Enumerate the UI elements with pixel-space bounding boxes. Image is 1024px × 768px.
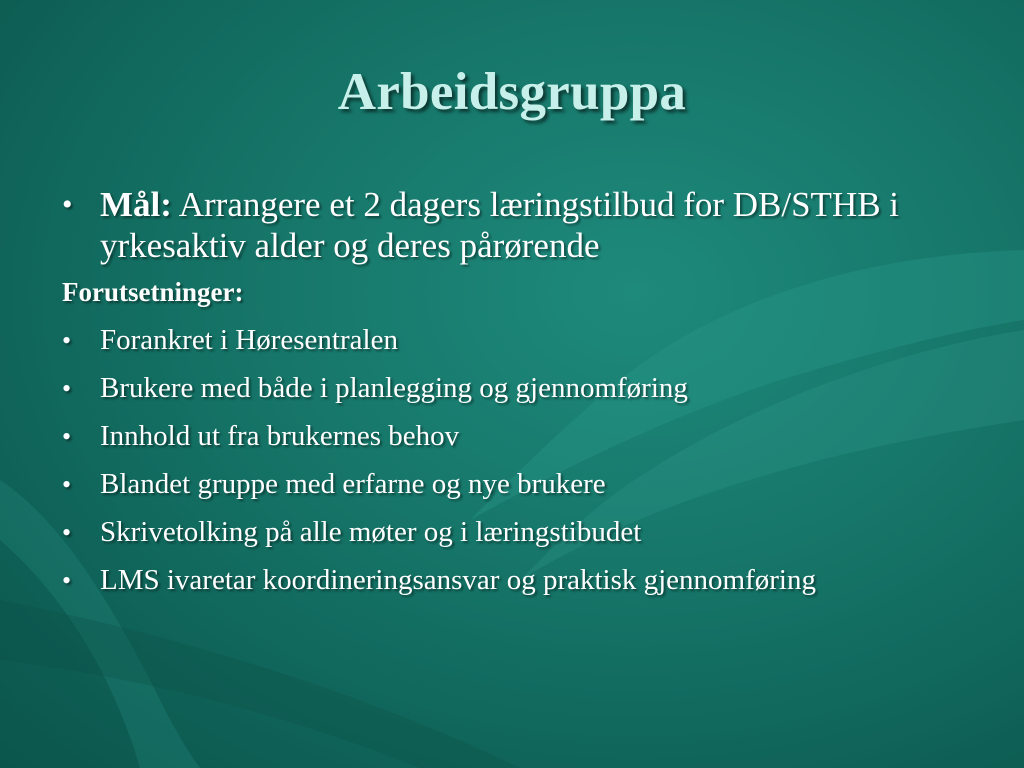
list-item bbox=[62, 564, 992, 597]
bullet-icon: • bbox=[62, 422, 72, 451]
list-item-text: Innhold ut fra brukernes behov bbox=[100, 420, 460, 452]
bullet-icon: • bbox=[62, 470, 72, 499]
bullet-icon: • bbox=[62, 374, 72, 403]
list-item-text: Brukere med både i planlegging og gjennomføring bbox=[100, 372, 688, 404]
list-item bbox=[62, 420, 992, 453]
slide-title: Arbeidsgruppa bbox=[337, 63, 687, 121]
bullet-icon: • bbox=[62, 518, 72, 547]
list-item bbox=[62, 516, 992, 549]
bullet-icon: • bbox=[62, 326, 72, 355]
list-item-text: Blandet gruppe med erfarne og nye brukere bbox=[100, 468, 606, 500]
goal-label: Mål: bbox=[100, 185, 172, 224]
list-item-text: Skrivetolking på alle møter og i læringstibudet bbox=[100, 516, 642, 548]
goal-text: Arrangere et 2 dagers læringstilbud for DB/STHB i yrkesaktiv alder og deres pårørende bbox=[100, 185, 900, 265]
list-item-text: Forankret i Høresentralen bbox=[100, 324, 398, 356]
slide-body bbox=[62, 184, 992, 612]
bullet-icon: • bbox=[62, 188, 73, 221]
list-item bbox=[62, 372, 992, 405]
list-item bbox=[62, 468, 992, 501]
goal-item bbox=[62, 184, 992, 266]
list-item-text: LMS ivaretar koordineringsansvar og praktisk gjennomføring bbox=[100, 564, 816, 596]
list-item bbox=[62, 324, 992, 357]
bullet-icon: • bbox=[62, 566, 72, 595]
prerequisites-heading: Forutsetninger: bbox=[62, 277, 244, 307]
